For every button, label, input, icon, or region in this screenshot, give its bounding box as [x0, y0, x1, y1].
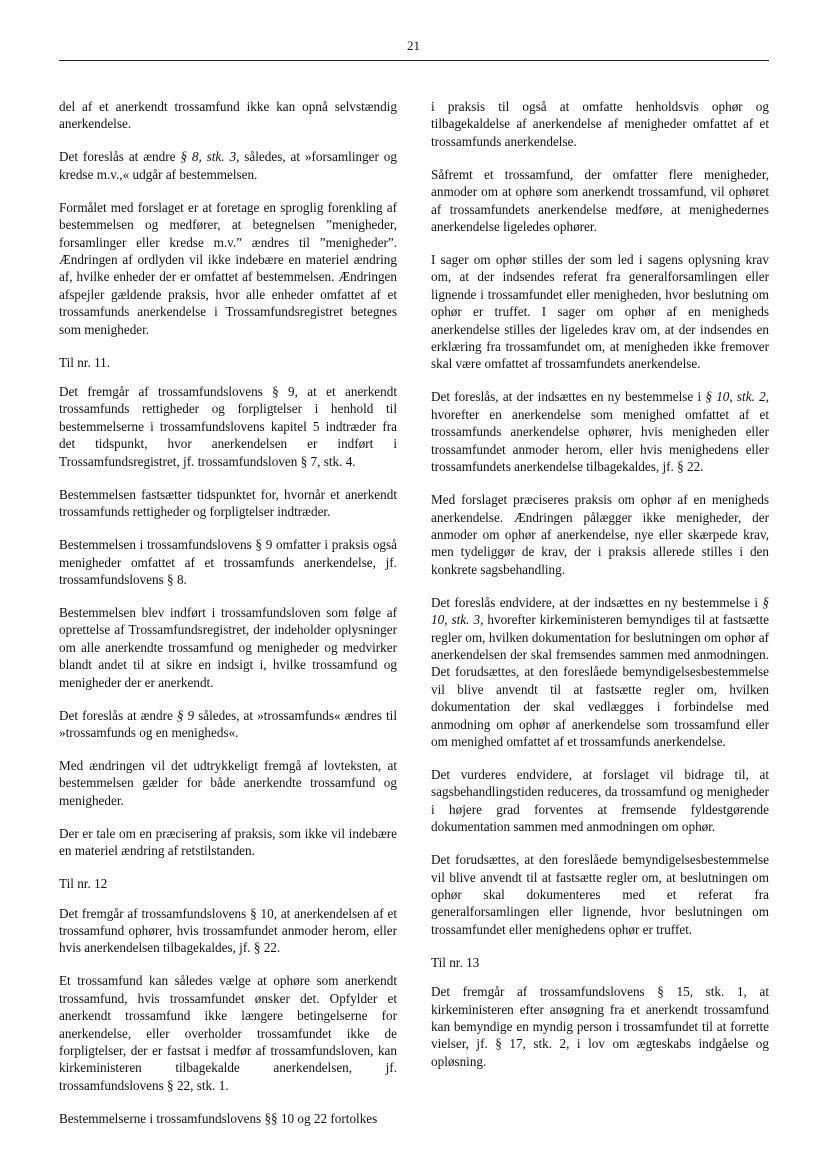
text-run: Det foreslås endvidere, at der indsættes en ny bestemmelse i [431, 594, 763, 610]
text-run: hvorefter en anerkendelse som menighed omfattet af et trossamfunds anerkendelse ophører, hvis menigheden eller trossamfundet anmoder herom, eller hvis menighedens eller trossamfundets anerkendelse tilbagekaldes, jf. § 22. [431, 406, 769, 475]
paragraph: Et trossamfund kan således vælge at ophøre som anerkendt trossamfund, hvis trossamfundet ønsker det. Opfylder et anerkendt trossamfund ikke længere betingelserne for anerkendelse, eller overholder trossamfundet ikke de forpligtelser, der er fastsat i medfør af trossamfundsloven, kan kirkeministeren tilbagekalde anerkendelsen, jf. trossamfundslovens § 22, stk. 1. [59, 973, 397, 1093]
paragraph: Der er tale om en præcisering af praksis, som ikke vil indebære en materiel ændring af retstilstanden. [59, 825, 397, 859]
page-number: 21 [407, 38, 420, 53]
paragraph: Bestemmelserne i trossamfundslovens §§ 10 og 22 fortolkes [59, 1110, 378, 1126]
paragraph: Det vurderes endvidere, at forslaget vil bidrage til, at sagsbehandlingstiden reduceres, da trossamfund og menigheder i højere grad forventes at fremsende fyldestgørende dokumentation sammen med anmodningen om ophør. [431, 766, 769, 835]
paragraph [431, 594, 769, 751]
header-rule [59, 60, 769, 61]
paragraph: Med forslaget præciseres praksis om ophør af en menigheds anerkendelse. Ændringen pålægger ikke menigheder, der anmoder om ophør af anerkendelse, nye eller skærpede krav, men tydeliggør de krav, der i praksis allerede stilles i den konkrete sagsbehandling. [431, 492, 769, 577]
text-run: Det foreslås at ændre [59, 149, 181, 165]
paragraph: i praksis til også at omfatte henholdsvis ophør og tilbagekaldelse af anerkendelse af menigheder omfattet af et trossamfunds anerkendelse. [431, 99, 769, 149]
section-reference: § 10, stk. 2, [705, 389, 769, 405]
left-column [59, 98, 397, 1143]
paragraph: Bestemmelsen blev indført i trossamfundsloven som følge af oprettelse af Trossamfundsregistret, der indeholder oplysninger om alle anerkendte trossamfund og menigheder og medvirker blandt andet til at sikre en indsigt i, hvilke trossamfund og menigheder der er anerkendt. [59, 604, 397, 690]
section-heading: Til nr. 12 [59, 876, 108, 892]
text-run: Det foreslås, at der indsættes en ny bestemmelse i [431, 389, 706, 405]
paragraph [59, 707, 397, 742]
paragraph: I sager om ophør stilles der som led i sagens oplysning krav om, at der indsendes referat fra generalforsamlingen eller lignende i trossamfundet eller menigheden, hvor beslutning om ophør er truffet. I sager om ophør af en menigheds anerkendelse stilles der ligeledes krav om, at der indsendes en erklæring fra trossamfundet om, at menigheden ikke fremover skal være omfattet af trossamfundets anerkendelse. [431, 252, 769, 372]
paragraph: Det fremgår af trossamfundslovens § 9, at et anerkendt trossamfunds rettigheder og forpligtelser i henhold til bestemmelserne i trossamfundslovens kapitel 5 indtræder fra det tidspunkt, hvor anerkendelsen er indført i Trossamfundsregistret, jf. trossamfundsloven § 7, stk. 4. [59, 384, 397, 469]
paragraph: Det fremgår af trossamfundslovens § 15, stk. 1, at kirkeministeren efter ansøgning fra et anerkendt trossamfund kan bemyndige en myndig person i trossamfundet til at forrette vielser, jf. § 17, stk. 2, i lov om ægteskabs indgåelse og opløsning. [431, 984, 769, 1069]
paragraph: del af et anerkendt trossamfund ikke kan opnå selvstændig anerkendelse. [59, 99, 397, 132]
text-run: Det foreslås at ændre [59, 707, 177, 723]
paragraph [59, 148, 397, 183]
section-reference: § 9 [176, 707, 195, 723]
paragraph: Med ændringen vil det udtrykkeligt fremgå af lovteksten, at bestemmelsen gælder for både anerkendte trossamfund og menigheder. [59, 757, 397, 808]
text-run: , således, at »forsamlinger og kredse m.v.,« udgår af bestemmelsen. [59, 149, 397, 182]
paragraph: Det fremgår af trossamfundslovens § 10, at anerkendelsen af et trossamfund ophører, hvis trossamfundet anmoder herom, eller hvis anerkendelsen tilbagekaldes, jf. § 22. [59, 905, 397, 956]
text-run: hvorefter kirkeministeren bemyndiges til at fastsætte regler om, hvilken dokumentation for beslutningen om ophør af anerkendelsen der skal fremsendes sammen med anmodningen. Det forudsættes, at den foreslåede bemyndigelsesbestemmelse vil blive anvendt til at fastsætte regler om, hvilken dokumentation der skal vedlægges i forbindelse med anmodning om ophør af anerkendelse som trossamfund eller om menighed omfattet af et trossamfunds anerkendelse. [431, 612, 769, 749]
right-column [431, 98, 769, 1086]
section-reference: § 10, stk. 3, [431, 594, 769, 628]
section-heading: Til nr. 13 [431, 954, 480, 970]
paragraph: Bestemmelsen fastsætter tidspunktet for, hvornår et anerkendt trossamfunds rettigheder og forpligtelser indtræder. [59, 486, 397, 520]
paragraph: Bestemmelsen i trossamfundslovens § 9 omfatter i praksis også menigheder omfattet af et trossamfunds anerkendelse, jf. trossamfundslovens § 8. [59, 537, 397, 587]
paragraph [431, 388, 769, 475]
paragraph: Det forudsættes, at den foreslåede bemyndigelsesbestemmelse vil blive anvendt til at fastsætte regler om, at beslutningen om ophør skal dokumenteres med et referat fra generalforsamlingen eller lignende, hvor beslutningen om trossamfundet eller menighedens ophør er truffet. [431, 852, 769, 937]
section-heading: Til nr. 11. [59, 354, 111, 370]
section-reference: § 8, stk. 3 [180, 149, 237, 165]
paragraph: Formålet med forslaget er at foretage en sproglig forenkling af bestemmelsen og medfører, at betegnelsen ”menigheder, forsamlinger eller kredse m.v.” ændres til ”menigheder”. Ændringen af ordlyden vil ikke indebære en materiel ændring af, hvilke enheder der er omfattet af bestemmelsen. Ændringen afspejler gældende praksis, hvor alle enheder omfattet af et trossamfunds anerkendelse i Trossamfundsregistret betegnes som menigheder. [59, 199, 397, 337]
text-run: således, at »trossamfunds« ændres til »trossamfunds og en menigheds«. [59, 707, 398, 740]
paragraph: Såfremt et trossamfund, der omfatter flere menigheder, anmoder om at ophøre som anerkendt trossamfund, vil ophøret af trossamfundets anerkendelse medføre, at menighedernes anerkendelse ligeledes ophører. [431, 166, 769, 235]
